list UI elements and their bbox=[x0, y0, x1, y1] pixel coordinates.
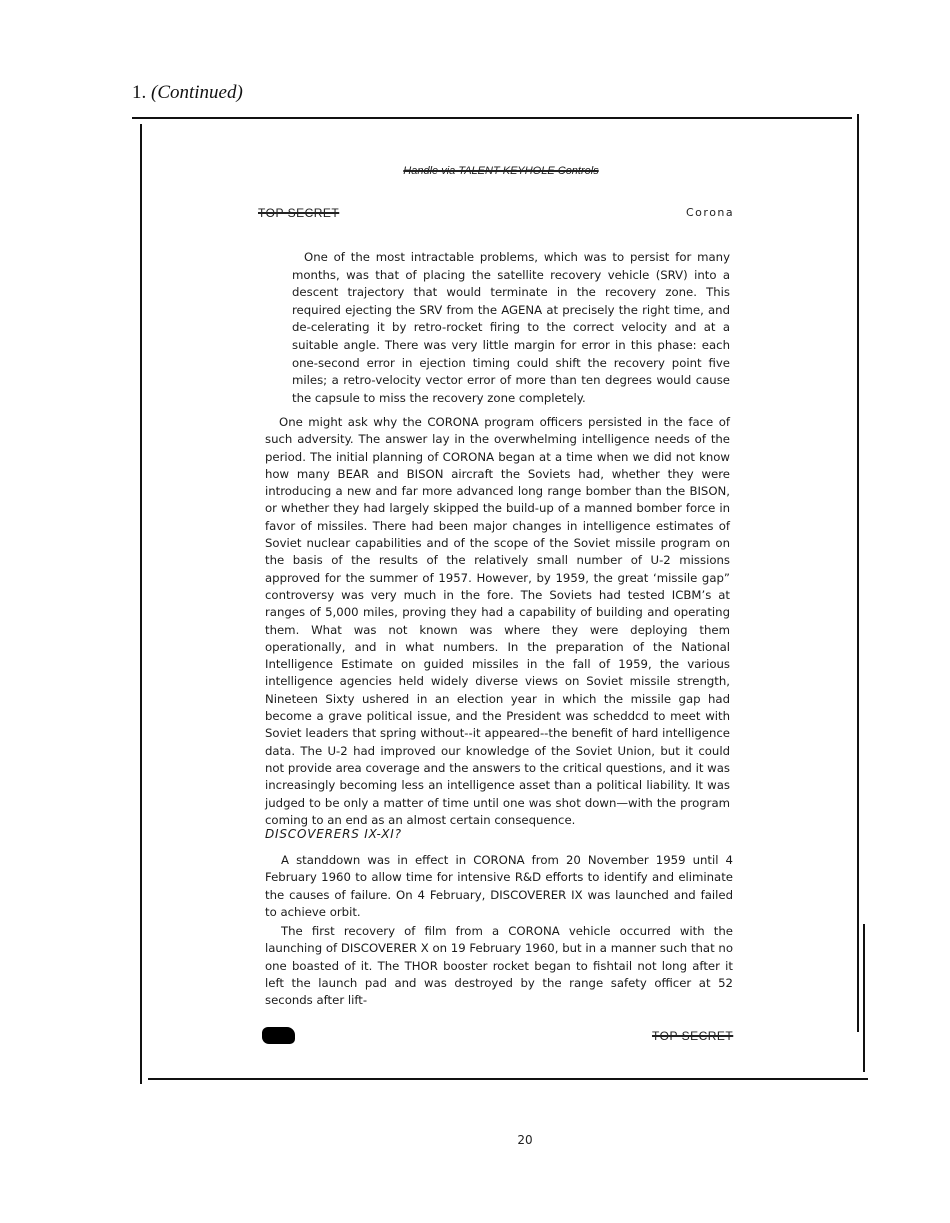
body-section bbox=[265, 414, 730, 829]
subheading: DISCOVERERS IX-XI? bbox=[265, 827, 402, 841]
discoverer-paragraph-1: A standdown was in effect in CORONA from 20 November 1959 until 4 February 1960 to allow time for intensive R&D efforts to identify and eliminate the causes of failure. On 4 February, DISCOVERER IX was launched and failed to achieve orbit. bbox=[265, 853, 733, 919]
classification-marking-top: TOP SECRET bbox=[258, 206, 340, 220]
header-label: Corona bbox=[686, 206, 735, 219]
section-heading bbox=[132, 82, 243, 104]
frame-right-rule bbox=[857, 114, 859, 1032]
body-paragraph: One might ask why the CORONA program officers persisted in the face of such adversity. The answer lay in the overwhelming intelligence needs of the period. The initial planning of CORONA began at a time when we did not know how many BEAR and BISON aircraft the Soviets had, whether they were introducing a new and far more advanced long range bomber than the BISON, or whether they had largely skipped the build-up of a manned bomber force in favor of missiles. There had been major changes in intelligence estimates of Soviet nuclear capabilities and of the scope of the Soviet missile program on the basis of the results of the relatively small number of U-2 missions approved for the summer of 1957. However, by 1959, the great ‘missile gap” controversy was very much in the fore. The Soviets had tested ICBM’s at ranges of 5,000 miles, proving they had a capability of building and operating them. What was not known was where they were deploying them operationally, and in what numbers. In the preparation of the National Intelligence Estimate on guided missiles in the fall of 1959, the various intelligence agencies held widely diverse views on Soviet missile strength, Nineteen Sixty ushered in an election year in which the missile gap had become a grave political issue, and the President was scheddcd to meet with Soviet leaders that spring without--it appeared--the benefit of hard intelligence data. The U-2 had improved our knowledge of the Soviet Union, but it could not provide area coverage and the answers to the critical questions, and it was increasingly becoming less an intelligence asset than a political liability. It was judged to be only a matter of time until one was shot down—with the program coming to an end as an almost certain consequence. bbox=[265, 415, 730, 827]
section-continued-label: (Continued) bbox=[151, 82, 243, 103]
frame-right-rule-lower bbox=[863, 924, 865, 1072]
section-number: 1. bbox=[132, 82, 147, 103]
quoted-passage bbox=[292, 249, 730, 407]
discoverer-section bbox=[265, 852, 733, 1012]
quote-paragraph: One of the most intractable problems, which was to persist for many months, was that of placing the satellite recovery vehicle (SRV) into a descent trajectory that would terminate in the recovery zone. This required ejecting the SRV from the AGENA at precisely the right time, and de-celerating it by retro-rocket firing to the correct velocity and at a suitable angle. There was very little margin for error in this phase: each one-second error in ejection timing could shift the recovery point five miles; a retro-velocity vector error of more than ten degrees would cause the capsule to miss the recovery zone completely. bbox=[292, 250, 730, 405]
page-number: 20 bbox=[517, 1133, 533, 1147]
classification-marking-bottom: TOP SECRET bbox=[652, 1029, 734, 1043]
frame-left-rule bbox=[140, 124, 142, 1084]
frame-bottom-rule bbox=[148, 1078, 868, 1080]
discoverer-paragraph-2: The first recovery of film from a CORONA vehicle occurred with the launching of DISCOVERER X on 19 February 1960, but in a manner such that no one boasted of it. The THOR booster rocket began to fishtail not long after it left the launch pad and was destroyed by the range safety officer at 52 seconds after lift- bbox=[265, 924, 733, 1008]
control-marking: Handle via TALENT KEYHOLE Controls bbox=[403, 165, 599, 177]
redaction-mark bbox=[262, 1027, 295, 1044]
frame-top-rule bbox=[132, 117, 852, 119]
